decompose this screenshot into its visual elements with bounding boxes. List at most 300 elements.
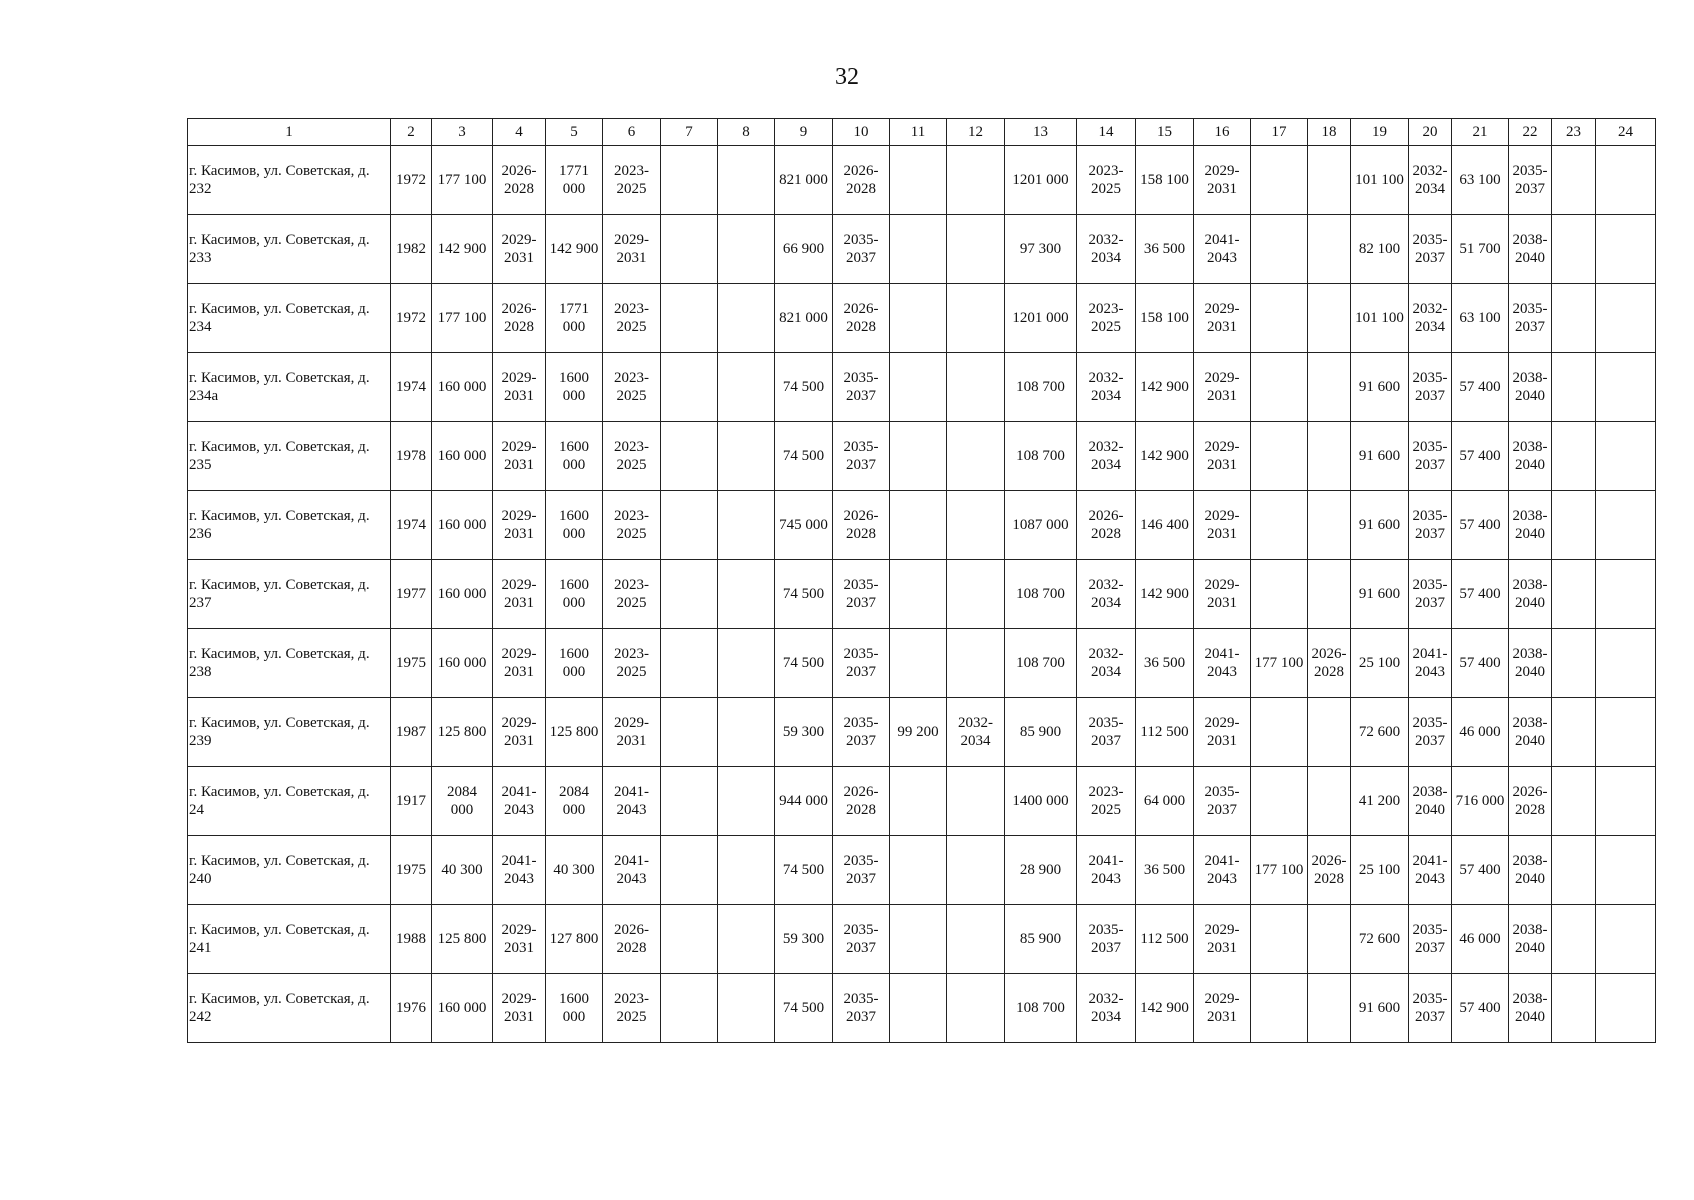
table-cell: 101 100 xyxy=(1351,146,1409,215)
table-cell xyxy=(1596,767,1656,836)
table-cell xyxy=(1552,422,1596,491)
table-row xyxy=(188,974,1656,1043)
table-row xyxy=(188,353,1656,422)
table-cell xyxy=(1596,836,1656,905)
table-cell xyxy=(1596,560,1656,629)
table-cell: 2035- 2037 xyxy=(1409,422,1452,491)
table-cell: 57 400 xyxy=(1452,974,1509,1043)
table-cell: 2032- 2034 xyxy=(1077,353,1136,422)
table-cell: 91 600 xyxy=(1351,422,1409,491)
table-cell xyxy=(1308,974,1351,1043)
address-cell: г. Касимов, ул. Советская, д. 239 xyxy=(188,698,391,767)
table-cell: 72 600 xyxy=(1351,698,1409,767)
table-cell: 2038- 2040 xyxy=(1509,353,1552,422)
table-cell: 2029- 2031 xyxy=(493,698,546,767)
table-cell: 2026- 2028 xyxy=(1077,491,1136,560)
table-cell: 2029- 2031 xyxy=(1194,974,1251,1043)
table-cell: 2084 000 xyxy=(432,767,493,836)
table-cell: 2029- 2031 xyxy=(493,422,546,491)
table-cell: 2026- 2028 xyxy=(833,767,890,836)
table-cell: 177 100 xyxy=(432,284,493,353)
table-cell xyxy=(1552,836,1596,905)
table-cell: 99 200 xyxy=(890,698,947,767)
table-cell xyxy=(1596,905,1656,974)
column-header-6: 6 xyxy=(603,119,661,146)
table-cell: 74 500 xyxy=(775,974,833,1043)
table-cell: 2035- 2037 xyxy=(833,974,890,1043)
table-cell: 91 600 xyxy=(1351,560,1409,629)
table-cell: 2029- 2031 xyxy=(493,560,546,629)
table-cell: 2038- 2040 xyxy=(1509,905,1552,974)
table-cell: 2035- 2037 xyxy=(833,629,890,698)
table-cell xyxy=(947,974,1005,1043)
table-cell: 2029- 2031 xyxy=(1194,698,1251,767)
table-cell: 2041- 2043 xyxy=(1194,215,1251,284)
table-cell: 28 900 xyxy=(1005,836,1077,905)
data-table xyxy=(187,118,1656,1043)
table-cell: 160 000 xyxy=(432,974,493,1043)
table-cell: 108 700 xyxy=(1005,422,1077,491)
table-cell: 57 400 xyxy=(1452,629,1509,698)
table-cell: 1600 000 xyxy=(546,974,603,1043)
table-cell: 2029- 2031 xyxy=(1194,491,1251,560)
table-cell: 57 400 xyxy=(1452,491,1509,560)
table-cell: 2035- 2037 xyxy=(1409,353,1452,422)
table-cell: 2029- 2031 xyxy=(1194,560,1251,629)
column-header-8: 8 xyxy=(718,119,775,146)
table-cell xyxy=(890,629,947,698)
table-cell: 2038- 2040 xyxy=(1509,560,1552,629)
table-cell xyxy=(947,146,1005,215)
table-cell: 1600 000 xyxy=(546,491,603,560)
table-cell: 2035- 2037 xyxy=(833,560,890,629)
table-cell: 2035- 2037 xyxy=(833,836,890,905)
table-cell: 74 500 xyxy=(775,629,833,698)
table-cell xyxy=(890,284,947,353)
table-cell xyxy=(890,215,947,284)
table-cell xyxy=(890,836,947,905)
table-cell: 2029- 2031 xyxy=(493,974,546,1043)
table-cell xyxy=(661,215,718,284)
table-header xyxy=(188,119,1656,146)
column-header-22: 22 xyxy=(1509,119,1552,146)
table-cell: 142 900 xyxy=(1136,560,1194,629)
address-cell: г. Касимов, ул. Советская, д. 234 xyxy=(188,284,391,353)
table-cell: 1917 xyxy=(391,767,432,836)
table-cell xyxy=(1552,491,1596,560)
table-cell: 2041- 2043 xyxy=(1077,836,1136,905)
table-cell xyxy=(718,422,775,491)
table-cell xyxy=(661,353,718,422)
table-cell xyxy=(661,698,718,767)
table-cell: 46 000 xyxy=(1452,905,1509,974)
table-cell: 160 000 xyxy=(432,560,493,629)
address-cell: г. Касимов, ул. Советская, д. 24 xyxy=(188,767,391,836)
table-cell xyxy=(1308,284,1351,353)
table-cell: 91 600 xyxy=(1351,974,1409,1043)
table-cell: 108 700 xyxy=(1005,629,1077,698)
table-cell: 2035- 2037 xyxy=(833,905,890,974)
table-cell xyxy=(947,422,1005,491)
page-number: 32 xyxy=(835,64,859,90)
table-cell: 74 500 xyxy=(775,560,833,629)
table-cell: 1600 000 xyxy=(546,560,603,629)
table-cell: 944 000 xyxy=(775,767,833,836)
address-cell: г. Касимов, ул. Советская, д. 233 xyxy=(188,215,391,284)
table-cell: 1771 000 xyxy=(546,146,603,215)
table-cell xyxy=(890,491,947,560)
table-cell xyxy=(661,560,718,629)
address-cell: г. Касимов, ул. Советская, д. 232 xyxy=(188,146,391,215)
table-cell: 146 400 xyxy=(1136,491,1194,560)
table-cell: 1087 000 xyxy=(1005,491,1077,560)
header-row xyxy=(188,119,1656,146)
table-cell xyxy=(1596,284,1656,353)
table-cell: 125 800 xyxy=(432,698,493,767)
table-cell: 97 300 xyxy=(1005,215,1077,284)
table-cell xyxy=(947,284,1005,353)
table-cell xyxy=(661,836,718,905)
table-cell: 1972 xyxy=(391,146,432,215)
table-cell xyxy=(661,491,718,560)
table-cell: 125 800 xyxy=(546,698,603,767)
column-header-24: 24 xyxy=(1596,119,1656,146)
table-row xyxy=(188,284,1656,353)
table-cell xyxy=(718,491,775,560)
table-cell: 1201 000 xyxy=(1005,146,1077,215)
table-cell xyxy=(890,422,947,491)
table-cell xyxy=(1552,629,1596,698)
address-cell: г. Касимов, ул. Советская, д. 236 xyxy=(188,491,391,560)
table-cell: 2038- 2040 xyxy=(1509,422,1552,491)
table-cell xyxy=(718,284,775,353)
table-cell: 2029- 2031 xyxy=(1194,284,1251,353)
table-cell xyxy=(890,974,947,1043)
table-cell: 2026- 2028 xyxy=(603,905,661,974)
table-cell xyxy=(718,836,775,905)
table-cell: 142 900 xyxy=(1136,422,1194,491)
table-cell xyxy=(890,905,947,974)
table-cell: 2038- 2040 xyxy=(1509,629,1552,698)
column-header-18: 18 xyxy=(1308,119,1351,146)
table-cell: 2029- 2031 xyxy=(603,698,661,767)
table-cell xyxy=(1596,146,1656,215)
table-cell xyxy=(1251,215,1308,284)
table-cell xyxy=(661,422,718,491)
table-cell: 112 500 xyxy=(1136,698,1194,767)
table-cell: 1974 xyxy=(391,353,432,422)
table-cell: 2032- 2034 xyxy=(1409,146,1452,215)
table-row xyxy=(188,836,1656,905)
table-cell: 2041- 2043 xyxy=(603,836,661,905)
table-cell: 2026- 2028 xyxy=(833,146,890,215)
table-cell xyxy=(1251,767,1308,836)
table-cell: 2023- 2025 xyxy=(603,974,661,1043)
table-cell: 63 100 xyxy=(1452,146,1509,215)
table-cell: 2032- 2034 xyxy=(1077,215,1136,284)
table-cell: 2026- 2028 xyxy=(493,284,546,353)
table-cell: 59 300 xyxy=(775,905,833,974)
table-cell: 59 300 xyxy=(775,698,833,767)
table-cell: 46 000 xyxy=(1452,698,1509,767)
column-header-17: 17 xyxy=(1251,119,1308,146)
table-row xyxy=(188,905,1656,974)
table-cell: 57 400 xyxy=(1452,560,1509,629)
table-cell: 2035- 2037 xyxy=(1409,974,1452,1043)
table-cell xyxy=(947,491,1005,560)
column-header-12: 12 xyxy=(947,119,1005,146)
table-cell xyxy=(1251,353,1308,422)
table-cell: 2029- 2031 xyxy=(493,353,546,422)
table-cell: 2023- 2025 xyxy=(603,146,661,215)
table-cell: 2038- 2040 xyxy=(1509,215,1552,284)
table-cell: 2035- 2037 xyxy=(833,698,890,767)
table-cell: 2041- 2043 xyxy=(1409,629,1452,698)
table-cell: 2038- 2040 xyxy=(1509,974,1552,1043)
column-header-9: 9 xyxy=(775,119,833,146)
column-header-15: 15 xyxy=(1136,119,1194,146)
table-cell: 57 400 xyxy=(1452,422,1509,491)
table-cell xyxy=(947,767,1005,836)
address-cell: г. Касимов, ул. Советская, д. 240 xyxy=(188,836,391,905)
table-cell: 40 300 xyxy=(432,836,493,905)
table-cell: 2035- 2037 xyxy=(1409,560,1452,629)
table-cell xyxy=(1308,353,1351,422)
table-cell: 821 000 xyxy=(775,146,833,215)
table-row xyxy=(188,629,1656,698)
table-cell: 2038- 2040 xyxy=(1509,491,1552,560)
table-cell: 2032- 2034 xyxy=(1409,284,1452,353)
table-cell: 1771 000 xyxy=(546,284,603,353)
table-cell: 2029- 2031 xyxy=(493,905,546,974)
table-cell: 2026- 2028 xyxy=(1308,629,1351,698)
table-cell: 2038- 2040 xyxy=(1409,767,1452,836)
table-cell: 2041- 2043 xyxy=(603,767,661,836)
table-cell: 112 500 xyxy=(1136,905,1194,974)
table-cell: 2035- 2037 xyxy=(1077,698,1136,767)
table-cell xyxy=(947,215,1005,284)
table-cell xyxy=(1596,974,1656,1043)
address-cell: г. Касимов, ул. Советская, д. 242 xyxy=(188,974,391,1043)
column-header-11: 11 xyxy=(890,119,947,146)
table-cell: 2032- 2034 xyxy=(1077,974,1136,1043)
table-cell: 2029- 2031 xyxy=(1194,422,1251,491)
table-cell: 2029- 2031 xyxy=(1194,146,1251,215)
table-cell: 821 000 xyxy=(775,284,833,353)
table-cell: 158 100 xyxy=(1136,146,1194,215)
table-cell xyxy=(1596,422,1656,491)
table-cell xyxy=(1251,491,1308,560)
table-cell: 1977 xyxy=(391,560,432,629)
column-header-23: 23 xyxy=(1552,119,1596,146)
table-row xyxy=(188,422,1656,491)
table-cell xyxy=(947,836,1005,905)
table-cell: 1400 000 xyxy=(1005,767,1077,836)
address-cell: г. Касимов, ул. Советская, д. 234а xyxy=(188,353,391,422)
table-cell: 2035- 2037 xyxy=(1409,905,1452,974)
table-row xyxy=(188,767,1656,836)
table-cell: 1974 xyxy=(391,491,432,560)
table-cell xyxy=(1308,491,1351,560)
table-cell: 2029- 2031 xyxy=(1194,905,1251,974)
column-header-1: 1 xyxy=(188,119,391,146)
column-header-20: 20 xyxy=(1409,119,1452,146)
table-cell xyxy=(718,698,775,767)
column-header-16: 16 xyxy=(1194,119,1251,146)
table-cell xyxy=(1308,905,1351,974)
table-cell: 2032- 2034 xyxy=(947,698,1005,767)
column-header-21: 21 xyxy=(1452,119,1509,146)
table-cell xyxy=(718,974,775,1043)
table-cell xyxy=(1251,560,1308,629)
table-cell xyxy=(890,146,947,215)
table-cell: 36 500 xyxy=(1136,836,1194,905)
table-cell: 2035- 2037 xyxy=(833,215,890,284)
table-cell: 1975 xyxy=(391,629,432,698)
table-cell: 160 000 xyxy=(432,353,493,422)
table-cell: 177 100 xyxy=(432,146,493,215)
table-cell: 177 100 xyxy=(1251,629,1308,698)
table-cell: 2035- 2037 xyxy=(833,422,890,491)
table-row xyxy=(188,491,1656,560)
table-cell xyxy=(1596,698,1656,767)
address-cell: г. Касимов, ул. Советская, д. 235 xyxy=(188,422,391,491)
table-cell: 2023- 2025 xyxy=(603,560,661,629)
table-cell xyxy=(1552,215,1596,284)
table-cell: 142 900 xyxy=(1136,974,1194,1043)
table-cell xyxy=(1552,353,1596,422)
table-cell: 63 100 xyxy=(1452,284,1509,353)
table-cell: 1201 000 xyxy=(1005,284,1077,353)
table-cell: 2032- 2034 xyxy=(1077,629,1136,698)
table-cell xyxy=(1552,974,1596,1043)
table-cell xyxy=(1552,905,1596,974)
table-cell xyxy=(1552,284,1596,353)
table-cell: 2023- 2025 xyxy=(603,491,661,560)
table-cell: 74 500 xyxy=(775,353,833,422)
column-header-10: 10 xyxy=(833,119,890,146)
table-cell xyxy=(1251,284,1308,353)
table-cell: 2029- 2031 xyxy=(603,215,661,284)
table-cell: 2041- 2043 xyxy=(493,836,546,905)
column-header-19: 19 xyxy=(1351,119,1409,146)
table-cell: 2035- 2037 xyxy=(1409,491,1452,560)
column-header-14: 14 xyxy=(1077,119,1136,146)
table-cell xyxy=(718,767,775,836)
table-cell xyxy=(661,905,718,974)
table-cell: 2035- 2037 xyxy=(1509,146,1552,215)
table-cell xyxy=(661,974,718,1043)
table-cell: 1975 xyxy=(391,836,432,905)
table-cell: 51 700 xyxy=(1452,215,1509,284)
table-cell: 125 800 xyxy=(432,905,493,974)
table-cell: 2041- 2043 xyxy=(1194,836,1251,905)
table-cell xyxy=(1308,698,1351,767)
table-cell: 1600 000 xyxy=(546,353,603,422)
table-cell: 2038- 2040 xyxy=(1509,836,1552,905)
table-cell: 1600 000 xyxy=(546,629,603,698)
table-cell xyxy=(947,353,1005,422)
table-cell: 101 100 xyxy=(1351,284,1409,353)
column-header-7: 7 xyxy=(661,119,718,146)
table-cell xyxy=(661,284,718,353)
address-cell: г. Касимов, ул. Советская, д. 238 xyxy=(188,629,391,698)
column-header-5: 5 xyxy=(546,119,603,146)
table-cell: 85 900 xyxy=(1005,698,1077,767)
table-cell: 2035- 2037 xyxy=(1194,767,1251,836)
table-cell: 2029- 2031 xyxy=(493,629,546,698)
table-cell: 91 600 xyxy=(1351,353,1409,422)
table-row xyxy=(188,215,1656,284)
table-cell xyxy=(1308,146,1351,215)
table-row xyxy=(188,146,1656,215)
table-cell: 2026- 2028 xyxy=(833,284,890,353)
table-cell: 716 000 xyxy=(1452,767,1509,836)
table-cell: 2026- 2028 xyxy=(1509,767,1552,836)
column-header-4: 4 xyxy=(493,119,546,146)
table-cell: 2035- 2037 xyxy=(1509,284,1552,353)
table-row xyxy=(188,698,1656,767)
table-cell: 64 000 xyxy=(1136,767,1194,836)
table-row xyxy=(188,560,1656,629)
table-cell: 36 500 xyxy=(1136,215,1194,284)
table-cell: 2026- 2028 xyxy=(493,146,546,215)
address-cell: г. Касимов, ул. Советская, д. 237 xyxy=(188,560,391,629)
table-cell: 142 900 xyxy=(546,215,603,284)
table-cell xyxy=(1596,629,1656,698)
table-cell: 74 500 xyxy=(775,422,833,491)
table-cell: 1600 000 xyxy=(546,422,603,491)
table-cell: 1982 xyxy=(391,215,432,284)
table-cell xyxy=(1552,767,1596,836)
table-cell: 2029- 2031 xyxy=(493,491,546,560)
table-cell xyxy=(1308,215,1351,284)
table-cell: 2038- 2040 xyxy=(1509,698,1552,767)
table-cell: 2041- 2043 xyxy=(1194,629,1251,698)
table-cell xyxy=(1308,560,1351,629)
table-cell: 2023- 2025 xyxy=(603,422,661,491)
table-cell xyxy=(1552,146,1596,215)
table-cell: 66 900 xyxy=(775,215,833,284)
table-cell: 2041- 2043 xyxy=(1409,836,1452,905)
table-cell: 91 600 xyxy=(1351,491,1409,560)
table-cell xyxy=(1251,146,1308,215)
table-cell: 142 900 xyxy=(1136,353,1194,422)
table-cell xyxy=(661,767,718,836)
table-cell xyxy=(661,629,718,698)
table-cell: 2035- 2037 xyxy=(1077,905,1136,974)
address-cell: г. Касимов, ул. Советская, д. 241 xyxy=(188,905,391,974)
table-cell: 2084 000 xyxy=(546,767,603,836)
table-cell: 2023- 2025 xyxy=(603,629,661,698)
table-cell xyxy=(718,560,775,629)
table-cell: 25 100 xyxy=(1351,629,1409,698)
table-cell xyxy=(1552,560,1596,629)
table-cell: 158 100 xyxy=(1136,284,1194,353)
table-cell xyxy=(1308,422,1351,491)
table-cell: 2023- 2025 xyxy=(603,353,661,422)
table-cell xyxy=(1596,353,1656,422)
table-cell: 2035- 2037 xyxy=(1409,215,1452,284)
table-cell: 2023- 2025 xyxy=(1077,284,1136,353)
table-cell: 108 700 xyxy=(1005,560,1077,629)
column-header-13: 13 xyxy=(1005,119,1077,146)
table-cell: 72 600 xyxy=(1351,905,1409,974)
table-cell xyxy=(947,905,1005,974)
table-cell xyxy=(1552,698,1596,767)
table-cell xyxy=(1251,905,1308,974)
table-cell: 108 700 xyxy=(1005,974,1077,1043)
